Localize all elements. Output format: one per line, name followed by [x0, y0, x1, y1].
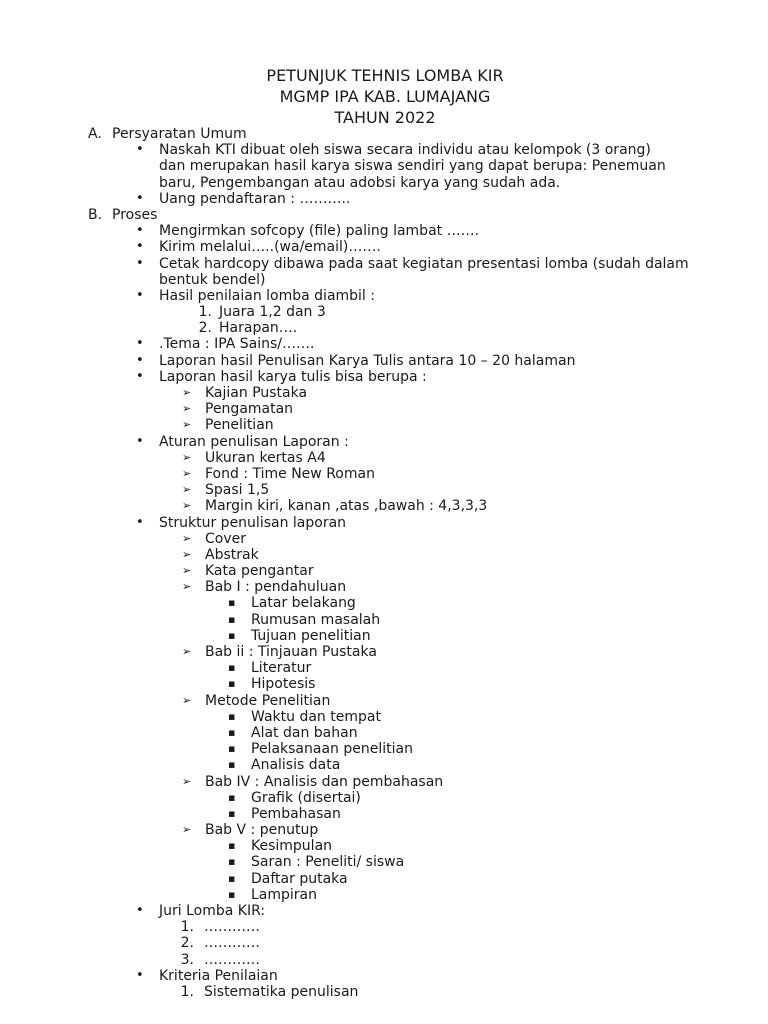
document-line — [0, 239, 768, 255]
bullet-icon: • — [136, 514, 144, 530]
square-bullet-icon: ▪ — [228, 596, 236, 610]
square-bullet-icon: ▪ — [228, 661, 236, 675]
bullet-icon: • — [136, 967, 144, 983]
square-bullet-icon: ▪ — [228, 725, 236, 739]
list-number: 1. — [198, 304, 212, 321]
section-marker: B. — [88, 206, 103, 223]
list-number: 1. — [180, 983, 194, 1000]
document-line — [0, 919, 768, 935]
line-text: Rumusan masalah — [251, 611, 381, 628]
bullet-icon: • — [136, 368, 144, 384]
line-text: Penelitian — [205, 417, 274, 434]
arrow-bullet-icon: ➢ — [182, 774, 192, 788]
line-text: Saran : Peneliti/ siswa — [251, 854, 405, 871]
line-text: Sistematika penulisan — [204, 983, 359, 1000]
line-text: .Tema : IPA Sains/……. — [159, 336, 315, 353]
document-line — [0, 191, 768, 207]
line-text: Metode Penelitian — [205, 692, 331, 709]
bullet-icon: • — [136, 433, 144, 449]
list-number: 3. — [180, 951, 194, 968]
title-line-3: TAHUN 2022 — [334, 108, 436, 127]
document-line — [0, 223, 768, 239]
document-line — [0, 774, 768, 790]
square-bullet-icon: ▪ — [228, 887, 236, 901]
document-line — [0, 725, 768, 741]
line-text: Grafik (disertai) — [251, 789, 361, 806]
line-text: Mengirmkan sofcopy (file) paling lambat ……. — [159, 223, 480, 240]
document-line — [0, 272, 768, 288]
list-number: 2. — [180, 935, 194, 952]
square-bullet-icon: ▪ — [228, 806, 236, 820]
document-line — [0, 903, 768, 919]
document-line — [0, 660, 768, 676]
line-text: Cover — [205, 530, 246, 547]
line-text: baru, Pengembangan atau adobsi karya yang sudah ada. — [159, 174, 561, 191]
document-line — [0, 984, 768, 1000]
document-line — [0, 709, 768, 725]
document-body — [0, 126, 768, 1000]
line-text: Harapan…. — [219, 320, 298, 337]
arrow-bullet-icon: ➢ — [182, 580, 192, 594]
document-line — [0, 482, 768, 498]
document-line — [0, 806, 768, 822]
line-text: ………… — [204, 919, 260, 936]
document-line — [0, 353, 768, 369]
document-line — [0, 757, 768, 773]
arrow-bullet-icon: ➢ — [182, 531, 192, 545]
line-text: ………… — [204, 951, 260, 968]
document-line — [0, 871, 768, 887]
arrow-bullet-icon: ➢ — [182, 386, 192, 399]
arrow-bullet-icon: ➢ — [182, 564, 192, 578]
document-line — [0, 385, 768, 401]
arrow-bullet-icon: ➢ — [182, 402, 192, 416]
document-line — [0, 579, 768, 595]
line-text: Abstrak — [205, 546, 259, 563]
square-bullet-icon: ▪ — [228, 677, 236, 691]
arrow-bullet-icon: ➢ — [182, 450, 192, 464]
line-text: Bab V : penutup — [205, 822, 319, 839]
document-line — [0, 935, 768, 951]
arrow-bullet-icon: ➢ — [182, 693, 192, 707]
document-line — [0, 854, 768, 870]
line-text: Cetak hardcopy dibawa pada saat kegiatan presentasi lomba (sudah dalam — [159, 255, 689, 272]
line-text: Hipotesis — [251, 676, 316, 693]
line-text: Kriteria Penilaian — [159, 967, 278, 984]
line-text: Laporan hasil Penulisan Karya Tulis antara 10 – 20 halaman — [159, 352, 576, 369]
line-text: bentuk bendel) — [159, 271, 266, 288]
document-line — [0, 595, 768, 611]
bullet-icon: • — [136, 190, 144, 206]
line-text: Waktu dan tempat — [251, 708, 381, 725]
line-text: Ukuran kertas A4 — [205, 449, 326, 466]
bullet-icon: • — [136, 142, 144, 158]
line-text: Alat dan bahan — [251, 724, 358, 741]
line-text: Proses — [112, 206, 158, 223]
line-text: ………… — [204, 935, 260, 952]
document-line — [0, 612, 768, 628]
bullet-icon: • — [136, 352, 144, 368]
list-number: 2. — [198, 320, 212, 337]
line-text: Kata pengantar — [205, 563, 314, 580]
square-bullet-icon: ▪ — [228, 871, 236, 885]
line-text: Persyaratan Umum — [112, 126, 247, 142]
square-bullet-icon: ▪ — [228, 628, 236, 642]
title-line-2: MGMP IPA KAB. LUMAJANG — [279, 87, 491, 106]
line-text: Kesimpulan — [251, 838, 333, 855]
title-line-1: PETUNJUK TEHNIS LOMBA KIR — [266, 66, 504, 85]
document-line — [0, 498, 768, 514]
line-text: Literatur — [251, 660, 312, 677]
line-text: Bab IV : Analisis dan pembahasan — [205, 773, 444, 790]
line-text: Juara 1,2 dan 3 — [219, 304, 326, 321]
document-line — [0, 515, 768, 531]
document-line — [0, 126, 768, 142]
document-line — [0, 320, 768, 336]
document-line — [0, 256, 768, 272]
square-bullet-icon: ▪ — [228, 758, 236, 772]
line-text: Uang pendaftaran : ……….. — [159, 190, 351, 207]
line-text: Daftar putaka — [251, 870, 348, 887]
square-bullet-icon: ▪ — [228, 612, 236, 626]
line-text: Tujuan penelitian — [251, 627, 371, 644]
line-text: Fond : Time New Roman — [205, 465, 375, 482]
line-text: Laporan hasil karya tulis bisa berupa : — [159, 368, 427, 385]
arrow-bullet-icon: ➢ — [182, 823, 192, 837]
line-text: Bab ii : Tinjauan Pustaka — [205, 644, 377, 660]
arrow-bullet-icon: ➢ — [182, 483, 192, 497]
document-line — [0, 369, 768, 385]
document-line — [0, 838, 768, 854]
line-text: Struktur penulisan laporan — [159, 514, 347, 531]
list-number: 1. — [180, 919, 194, 936]
square-bullet-icon: ▪ — [228, 790, 236, 804]
bullet-icon: • — [136, 223, 144, 239]
line-text: Lampiran — [251, 886, 318, 903]
document-line — [0, 563, 768, 579]
document-line — [0, 693, 768, 709]
line-text: Pengamatan — [205, 401, 294, 418]
line-text: Spasi 1,5 — [205, 482, 270, 499]
document-line — [0, 158, 768, 174]
section-marker: A. — [88, 126, 102, 142]
document-line — [0, 547, 768, 563]
line-text: Kirim melalui…..(wa/email)……. — [159, 239, 381, 256]
document-line — [0, 952, 768, 968]
document-line — [0, 676, 768, 692]
document-line — [0, 207, 768, 223]
document-line — [0, 304, 768, 320]
square-bullet-icon: ▪ — [228, 742, 236, 756]
line-text: Naskah KTI dibuat oleh siswa secara individu atau kelompok (3 orang) — [159, 142, 651, 159]
document-line — [0, 417, 768, 433]
line-text: Pelaksanaan penelitian — [251, 741, 413, 758]
document-line — [0, 450, 768, 466]
bullet-icon: • — [136, 239, 144, 255]
arrow-bullet-icon: ➢ — [182, 547, 192, 561]
line-text: Juri Lomba KIR: — [159, 903, 266, 919]
line-text: dan merupakan hasil karya siswa sendiri yang dapat berupa: Penemuan — [159, 158, 666, 175]
document-line — [0, 336, 768, 352]
document-line — [0, 288, 768, 304]
document-line — [0, 968, 768, 984]
document-line — [0, 790, 768, 806]
arrow-bullet-icon: ➢ — [182, 466, 192, 480]
document-line — [0, 531, 768, 547]
square-bullet-icon: ▪ — [228, 855, 236, 869]
bullet-icon: • — [136, 255, 144, 271]
document-line — [0, 466, 768, 482]
line-text: Pembahasan — [251, 805, 341, 822]
bullet-icon: • — [136, 287, 144, 303]
document-line — [0, 887, 768, 903]
line-text: Hasil penilaian lomba diambil : — [159, 287, 375, 304]
document-line — [0, 822, 768, 838]
line-text: Aturan penulisan Laporan : — [159, 433, 349, 450]
line-text: Analisis data — [251, 757, 341, 774]
line-text: Bab I : pendahuluan — [205, 579, 347, 596]
line-text: Kajian Pustaka — [205, 385, 308, 401]
arrow-bullet-icon: ➢ — [182, 499, 192, 513]
square-bullet-icon: ▪ — [228, 839, 236, 853]
square-bullet-icon: ▪ — [228, 709, 236, 723]
line-text: Latar belakang — [251, 595, 356, 612]
document-line — [0, 142, 768, 158]
document-line — [0, 401, 768, 417]
bullet-icon: • — [136, 903, 144, 918]
document-line — [0, 741, 768, 757]
document-line — [0, 175, 768, 191]
document-line — [0, 434, 768, 450]
document-line — [0, 628, 768, 644]
arrow-bullet-icon: ➢ — [182, 645, 192, 658]
bullet-icon: • — [136, 336, 144, 352]
document-line — [0, 644, 768, 660]
arrow-bullet-icon: ➢ — [182, 418, 192, 432]
line-text: Margin kiri, kanan ,atas ,bawah : 4,3,3,3 — [205, 498, 488, 515]
